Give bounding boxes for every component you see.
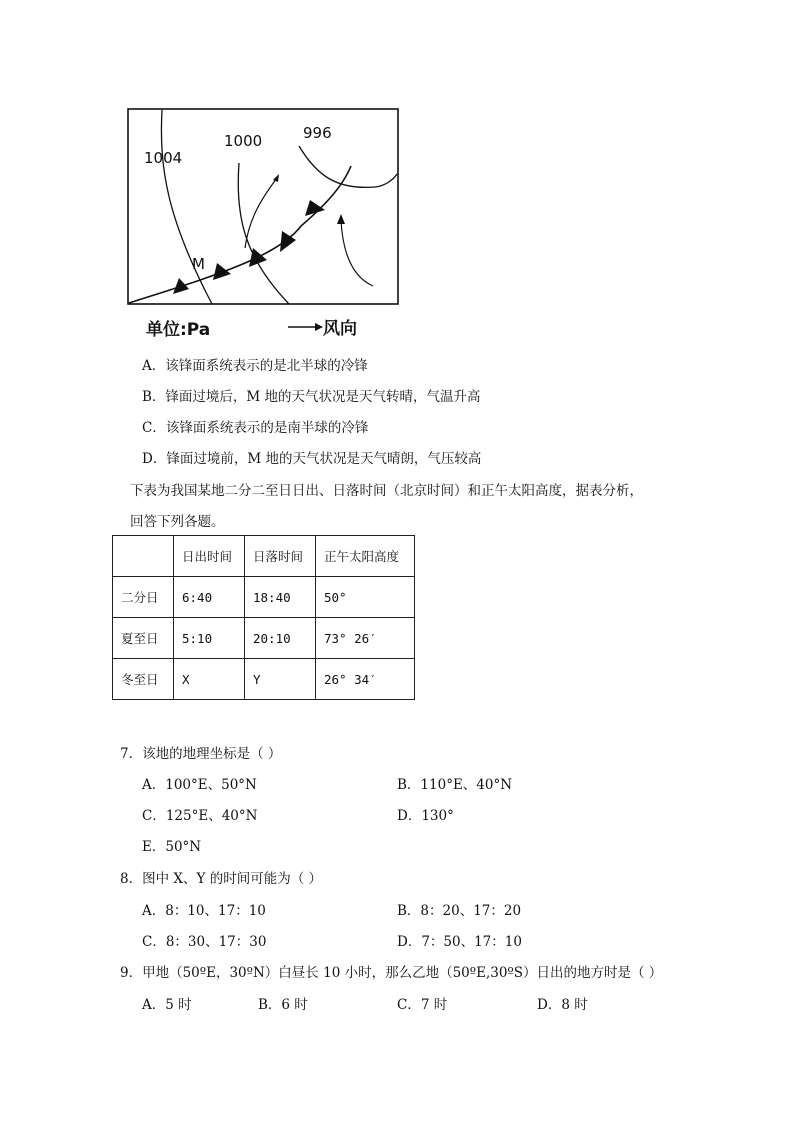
table-header-cell: 日落时间: [245, 536, 316, 577]
table-header-row: [113, 536, 415, 577]
table-header-cell: [113, 536, 174, 577]
q9-option-b: B．6 时: [258, 997, 308, 1013]
q7-option-a: A．100°E、50°N: [142, 777, 257, 793]
wind-legend-label: 风向: [323, 319, 357, 339]
prev-option-c: C．该锋面系统表示的是南半球的冷锋: [142, 420, 369, 436]
table-header-cell: 正午太阳高度: [316, 536, 415, 577]
wind-arrow-2-head: [337, 214, 345, 224]
q8-option-b: B．8：20、17：20: [397, 903, 522, 919]
q8-option-c: C．8：30、17：30: [142, 934, 267, 950]
wind-arrow-1-head: [273, 174, 279, 182]
sun-data-table: [112, 535, 415, 700]
table-cell: X: [174, 659, 245, 700]
prev-option-b: B．锋面过境后，M 地的天气状况是天气转晴，气温升高: [142, 389, 481, 405]
prev-option-d: D．锋面过境前，M 地的天气状况是天气晴朗，气压较高: [142, 451, 482, 467]
isobar-1000: [238, 163, 289, 304]
q7-option-e: E．50°N: [142, 839, 202, 855]
table-cell: 18:40: [245, 577, 316, 618]
wind-arrow-1: [245, 178, 277, 248]
q9-option-c: C．7 时: [397, 997, 448, 1013]
q7-stem: 7．该地的地理坐标是（ ）: [120, 746, 282, 762]
q9-option-d: D．8 时: [537, 997, 588, 1013]
wind-legend: [287, 314, 397, 338]
isobar-label-1004: 1004: [144, 149, 183, 167]
q7-option-d: D．130°: [397, 808, 454, 824]
isobar-1004: [161, 110, 212, 304]
weather-front-figure: [127, 108, 399, 305]
q7-option-b: B．110°E、40°N: [397, 777, 513, 793]
table-cell: 冬至日: [113, 659, 174, 700]
table-cell: 6:40: [174, 577, 245, 618]
q8-stem: 8．图中 X、Y 的时间可能为（ ）: [120, 871, 322, 887]
isobar-label-1000: 1000: [224, 132, 263, 150]
table-row: [113, 577, 415, 618]
table-cell: 73° 26′: [316, 618, 415, 659]
table-cell: 20:10: [245, 618, 316, 659]
table-cell: 5:10: [174, 618, 245, 659]
table-row: [113, 618, 415, 659]
isobar-label-996: 996: [303, 124, 332, 142]
front-triangle-2: [213, 263, 231, 280]
wind-arrow-2: [341, 220, 373, 286]
q9-stem: 9．甲地（50ºE，30ºN）白昼长 10 小时，那么乙地（50ºE,30ºS）日出的地方时是（ ）: [120, 965, 663, 981]
table-cell: 50°: [316, 577, 415, 618]
q8-option-a: A．8：10、17：10: [142, 903, 266, 919]
table-cell: 26° 34′: [316, 659, 415, 700]
wind-legend-arrow-icon: [287, 314, 323, 338]
table-cell: Y: [245, 659, 316, 700]
table-cell: 夏至日: [113, 618, 174, 659]
q8-option-d: D．7：50、17：10: [397, 934, 522, 950]
front-triangle-1: [173, 278, 189, 294]
table-header-cell: 日出时间: [174, 536, 245, 577]
prev-option-a: A．该锋面系统表示的是北半球的冷锋: [142, 358, 368, 374]
point-label-m: M: [192, 255, 205, 273]
intro-line-2: 回答下列各题。: [130, 514, 225, 530]
table-cell: 二分日: [113, 577, 174, 618]
table-row: [113, 659, 415, 700]
unit-label: 单位:Pa: [146, 320, 211, 340]
intro-line-1: 下表为我国某地二分二至日日出、日落时间（北京时间）和正午太阳高度，据表分析，: [130, 483, 643, 499]
cold-front-line: [129, 166, 351, 303]
q9-option-a: A．5 时: [142, 997, 192, 1013]
isobar-996: [299, 146, 397, 187]
q7-option-c: C．125°E、40°N: [142, 808, 258, 824]
